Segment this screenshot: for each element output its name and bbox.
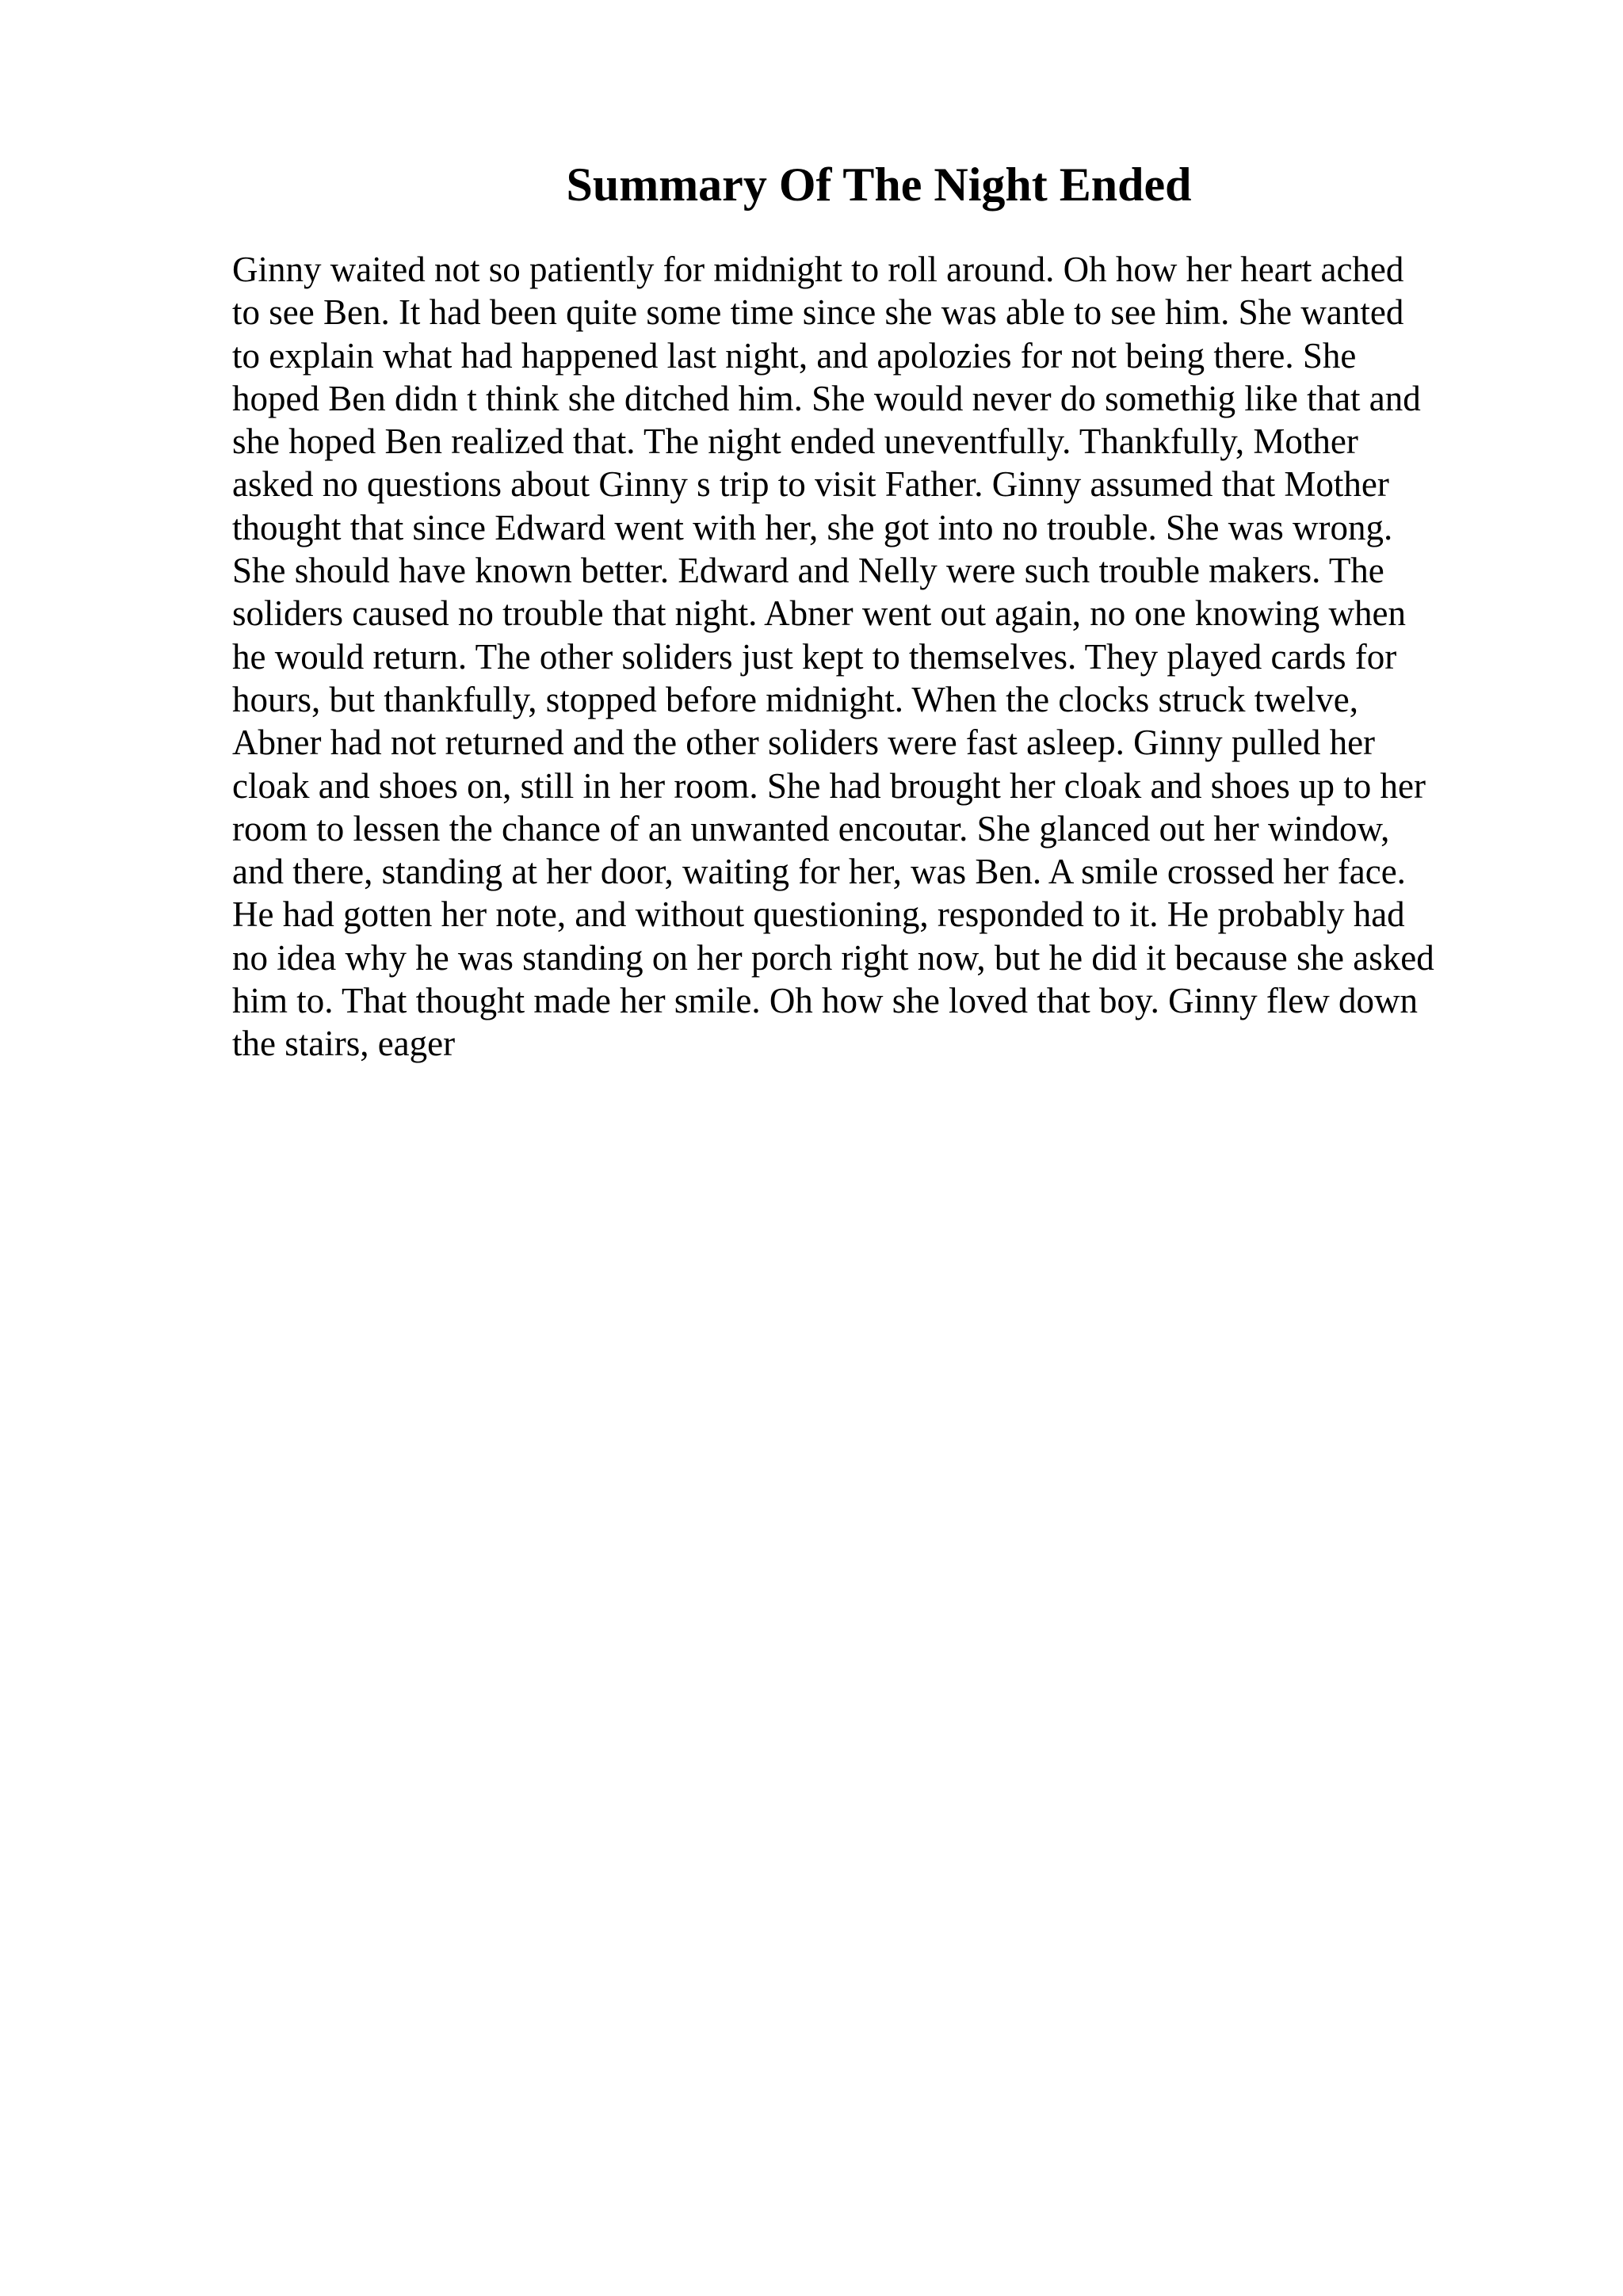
text-line: to see Ben. It had been quite some time since she was able to see him. She wanted [232,292,1404,333]
text-line: hours, but thankfully, stopped before midnight. When the clocks struck twelve, [232,679,1358,719]
text-line: soliders caused no trouble that night. Abner went out again, no one knowing when [232,593,1406,634]
page-title: Summary Of The Night Ended [566,158,1192,211]
text-line: She should have known better. Edward and Nelly were such trouble makers. The [232,551,1384,591]
text-line: and there, standing at her door, waiting for her, was Ben. A smile crossed her face. [232,852,1406,892]
text-line: to explain what had happened last night, and apolozies for not being there. She [232,335,1357,376]
text-line: asked no questions about Ginny s trip to visit Father. Ginny assumed that Mother [232,464,1389,505]
text-line: He had gotten her note, and without questioning, responded to it. He probably had [232,894,1405,935]
text-line: room to lessen the chance of an unwanted encoutar. She glanced out her window, [232,808,1390,849]
text-line: Ginny waited not so patiently for midnight to roll around. Oh how her heart ached [232,250,1404,289]
text-line: Abner had not returned and the other soliders were fast asleep. Ginny pulled her [232,723,1376,763]
text-line: hoped Ben didn t think she ditched him. She would never do somethig like that and [232,378,1421,418]
text-line: thought that since Edward went with her, she got into no trouble. She was wrong. [232,507,1393,547]
text-line: the stairs, eager [232,1024,456,1064]
text-line: cloak and shoes on, still in her room. She had brought her cloak and shoes up to her [232,765,1426,806]
text-line: he would return. The other soliders just kept to themselves. They played cards for [232,636,1397,677]
text-line: no idea why he was standing on her porch right now, but he did it because she asked [232,937,1434,978]
body-paragraph [232,248,1484,1066]
text-line: she hoped Ben realized that. The night ended uneventfully. Thankfully, Mother [232,421,1358,462]
text-line: him to. That thought made her smile. Oh how she loved that boy. Ginny flew down [232,981,1419,1021]
